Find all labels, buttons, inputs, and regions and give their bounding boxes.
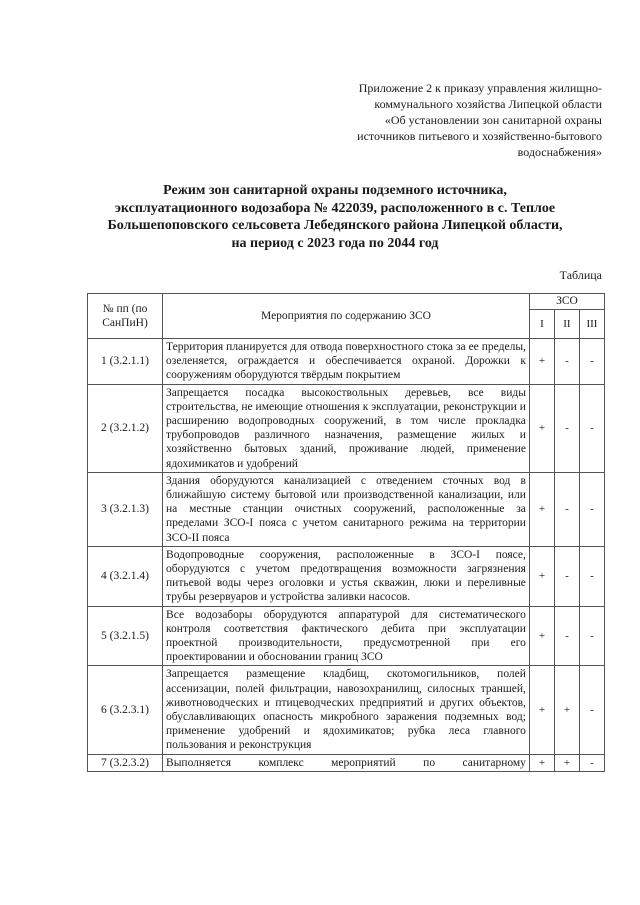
row-measure-text: Все водозаборы оборудуются аппаратурой для систематического контроля соответствия фактического дебита при эксплуатации проектной производительности, предусмотренной при его проектировании и обосновании границ ЗСО	[163, 606, 530, 666]
title-line: на период с 2023 года по 2044 год	[231, 235, 439, 251]
zone-3-mark: -	[579, 472, 604, 546]
row-measure-text: Запрещается размещение кладбищ, скотомогильников, полей ассенизации, полей фильтрации, навозохранилищ, силосных траншей, животноводческих и птицеводческих предприятий и других объектов, обуславливающих опасность микробного заражения подземных вод; применение удобрений и ядохимикатов; рубка леса главного пользования и реконструкция	[163, 666, 530, 754]
zone-2-mark: +	[554, 666, 579, 754]
document-title	[60, 182, 610, 252]
zone-3-mark: -	[579, 606, 604, 666]
zone-1-mark: +	[529, 339, 554, 385]
header-zone-1: I	[529, 310, 554, 339]
row-measure-text: Водопроводные сооружения, расположенные в ЗСО-I поясе, оборудуются с учетом предотвращения возможности загрязнения питьевой воды через оголовки и устья скважин, люки и переливные трубы резервуаров и устройства заливки насосов.	[163, 546, 530, 606]
zone-3-mark: -	[579, 546, 604, 606]
row-number: 2 (3.2.1.2)	[88, 384, 163, 472]
title-line: Большепоповского сельсовета Лебедянского района Липецкой области,	[107, 218, 563, 233]
header-zone-3: III	[579, 310, 604, 339]
header-measures: Мероприятия по содержанию ЗСО	[163, 294, 530, 339]
row-measure-text: Запрещается посадка высокоствольных деревьев, все виды строительства, не имеющие отношения к эксплуатации, реконструкции и расширению водопроводных сооружений, в том числе прокладка трубопроводов различного назначения, размещение жилых и хозяйственно бытовых зданий, проживание людей, применение ядохимикатов и удобрений	[163, 384, 530, 472]
row-number: 1 (3.2.1.1)	[88, 339, 163, 385]
row-number: 7 (3.2.3.2)	[88, 754, 163, 771]
appendix-line: Приложение 2 к приказу управления жилищно-	[358, 81, 602, 95]
zso-regime-table	[87, 293, 605, 772]
table-row	[88, 666, 605, 754]
zone-1-mark: +	[529, 606, 554, 666]
appendix-line: водоснабжения»	[517, 145, 602, 159]
appendix-line: источников питьевого и хозяйственно-бытового	[357, 129, 602, 143]
table-row	[88, 606, 605, 666]
appendix-line: коммунального хозяйства Липецкой области	[374, 97, 602, 111]
zone-3-mark: -	[579, 384, 604, 472]
table-row	[88, 384, 605, 472]
table-row	[88, 754, 605, 771]
zone-1-mark: +	[529, 384, 554, 472]
zone-1-mark: +	[529, 546, 554, 606]
row-measure-text: Выполняется комплекс мероприятий по санитарному	[163, 754, 530, 771]
title-line: эксплуатационного водозабора № 422039, расположенного в с. Теплое	[114, 200, 556, 216]
row-measure-text: Здания оборудуются канализацией с отведением сточных вод в ближайшую систему бытовой или производственной канализации, или на местные станции очистных сооружений, расположенные за пределами ЗСО-I пояса с учетом санитарного режима на территории ЗСО-II пояса	[163, 472, 530, 546]
row-number: 5 (3.2.1.5)	[88, 606, 163, 666]
header-num: № пп (по СанПиН)	[88, 294, 163, 339]
appendix-line: «Об установлении зон санитарной охраны	[384, 113, 602, 127]
title-line: Режим зон санитарной охраны подземного источника,	[163, 183, 507, 198]
table-row	[88, 339, 605, 385]
table-row	[88, 472, 605, 546]
zone-2-mark: -	[554, 339, 579, 385]
zone-1-mark: +	[529, 666, 554, 754]
zone-3-mark: -	[579, 666, 604, 754]
zone-1-mark: +	[529, 754, 554, 771]
header-zone-2: II	[554, 310, 579, 339]
zone-2-mark: +	[554, 754, 579, 771]
zone-2-mark: -	[554, 472, 579, 546]
zone-2-mark: -	[554, 546, 579, 606]
appendix-reference	[302, 80, 602, 160]
table-row	[88, 546, 605, 606]
row-number: 3 (3.2.1.3)	[88, 472, 163, 546]
row-measure-text: Территория планируется для отвода поверхностного стока за ее пределы, озеленяется, ограждается и обеспечивается охраной. Дорожки к сооружениям оборудуются твёрдым покрытием	[163, 339, 530, 385]
table-label: Таблица	[559, 268, 602, 282]
row-number: 4 (3.2.1.4)	[88, 546, 163, 606]
zone-3-mark: -	[579, 754, 604, 771]
zone-1-mark: +	[529, 472, 554, 546]
row-number: 6 (3.2.3.1)	[88, 666, 163, 754]
header-zso: ЗСО	[529, 294, 604, 310]
zone-3-mark: -	[579, 339, 604, 385]
zone-2-mark: -	[554, 606, 579, 666]
zone-2-mark: -	[554, 384, 579, 472]
